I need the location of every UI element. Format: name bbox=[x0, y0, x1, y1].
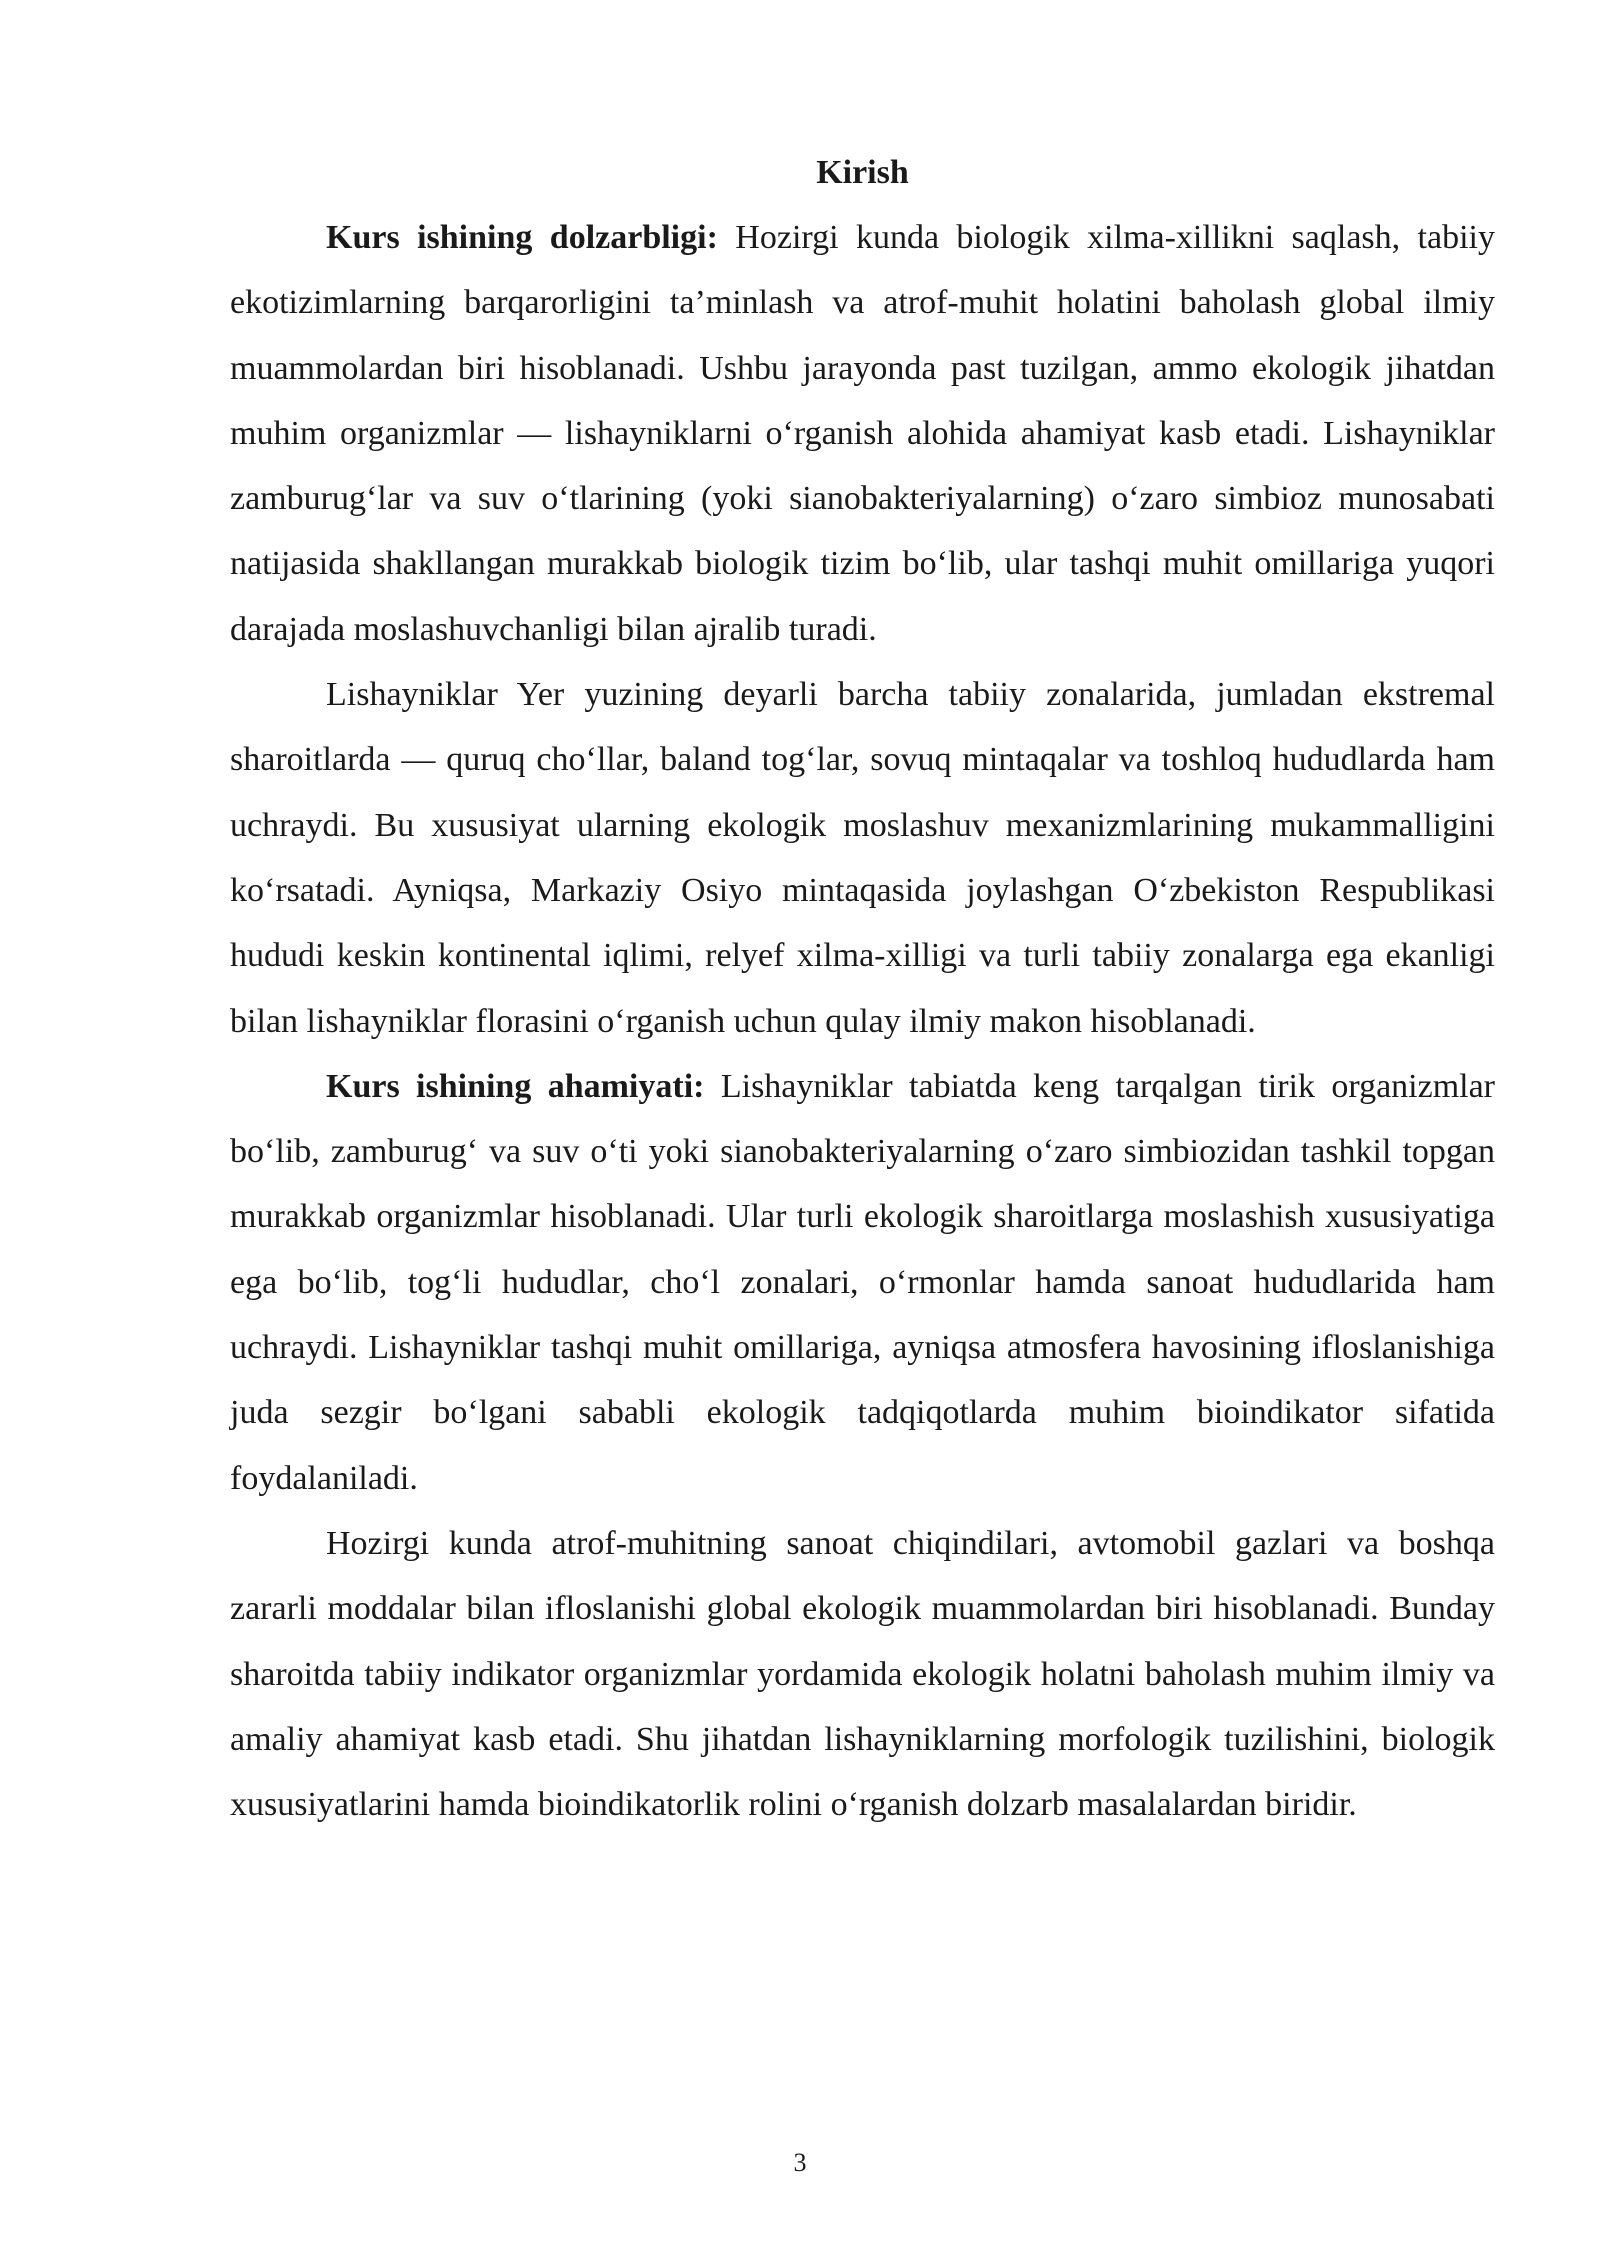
paragraph-text: Hozirgi kunda atrof-muhitning sanoat chiqindilari, avtomobil gazlari va boshqa zararli moddalar bilan ifloslanishi global ekologik muammolardan biri hisoblanadi. Bunday sharoitda tabiiy indikator organizmlar yordamida ekologik holatni baholash muhim ilmiy va amaliy ahamiyat kasb etadi. Shu jihatdan lishayniklarning morfologik tuzilishini, biologik xususiyatlarini hamda bioindikatorlik rolini o‘rganish dolzarb masalalardan biridir. bbox=[230, 1524, 1495, 1824]
paragraph-text: Lishayniklar Yer yuzining deyarli barcha tabiiy zonalarida, jumladan ekstremal sharoitlarda — quruq cho‘llar, baland tog‘lar, sovuq mintaqalar va toshloq hududlarda ham uchraydi. Bu xususiyat ularning ekologik moslashuv mexanizmlarining mukammalligini ko‘rsatadi. Ayniqsa, Markaziy Osiyo mintaqasida joylashgan O‘zbekiston Respublikasi hududi keskin kontinental iqlimi, relyef xilma-xilligi va turli tabiiy zonalarga ega ekanligi bilan lishayniklar florasini o‘rganish uchun qulay ilmiy makon hisoblanadi. bbox=[230, 676, 1495, 1040]
paragraph-text: Lishayniklar tabiatda keng tarqalgan tirik organizmlar bo‘lib, zamburug‘ va suv o‘ti yoki sianobakteriyalarning o‘zaro simbiozidan tashkil topgan murakkab organizmlar hisoblanadi. Ular turli ekologik sharoitlarga moslashish xususiyatiga ega bo‘lib, tog‘li hududlar, cho‘l zonalari, o‘rmonlar hamda sanoat hududlarida ham uchraydi. Lishayniklar tashqi muhit omillariga, ayniqsa atmosfera havosining ifloslanishiga juda sezgir bo‘lgani sababli ekologik tadqiqotlarda muhim bioindikator sifatida foydalaniladi. bbox=[230, 1067, 1495, 1497]
paragraph-text: Hozirgi kunda biologik xilma-xillikni saqlash, tabiiy ekotizimlarning barqarorligini ta’minlash va atrof-muhit holatini baholash global ilmiy muammolardan biri hisoblanadi. Ushbu jarayonda past tuzilgan, ammo ekologik jihatdan muhim organizmlar — lishayniklarni o‘rganish alohida ahamiyat kasb etadi. Lishayniklar zamburug‘lar va suv o‘tlarining (yoki sianobakteriyalarning) o‘zaro simbioz munosabati natijasida shakllangan murakkab biologik tizim bo‘lib, ular tashqi muhit omillariga yuqori darajada moslashuvchanligi bilan ajralib turadi. bbox=[230, 219, 1495, 648]
paragraph-distribution bbox=[230, 662, 1495, 1054]
page-number: 3 bbox=[793, 2148, 807, 2177]
paragraph-lead: Kurs ishining ahamiyati: bbox=[326, 1067, 705, 1105]
paragraph-significance bbox=[230, 1054, 1495, 1511]
paragraph-pollution bbox=[230, 1511, 1495, 1837]
paragraph-relevance bbox=[230, 205, 1495, 662]
document-body bbox=[230, 140, 1495, 1837]
section-title: Kirish bbox=[816, 154, 909, 191]
paragraph-lead: Kurs ishining dolzarbligi: bbox=[326, 219, 718, 256]
